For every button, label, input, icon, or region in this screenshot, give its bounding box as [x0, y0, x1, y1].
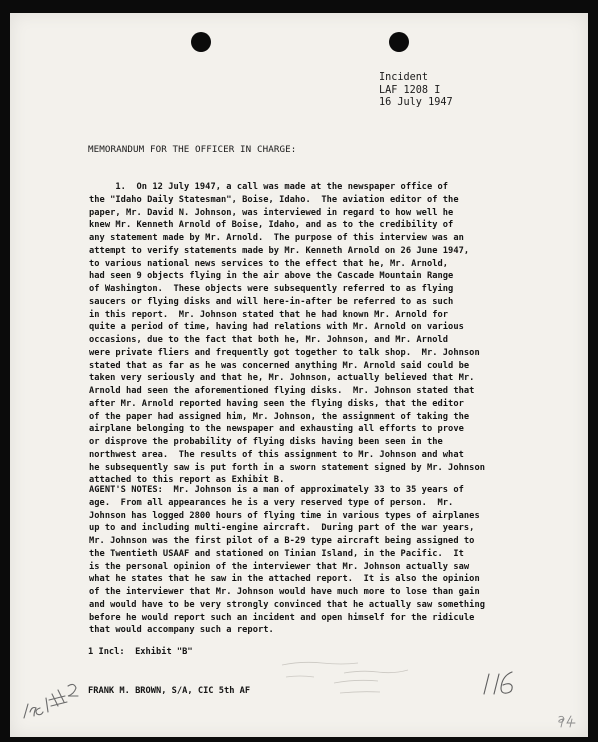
punch-hole-right — [389, 32, 409, 52]
agents-notes-paragraph — [89, 484, 565, 637]
incident-number: LAF 1208 I — [379, 84, 441, 96]
text-line: airplane belonging to the newspaper and exhausting all efforts to prove — [89, 424, 464, 435]
text-line: of Washington. These objects were subsequently referred to as flying — [89, 284, 454, 294]
text-line: age. From all appearances he is a very reserved type of person. Mr. — [89, 497, 454, 508]
incident-date: 16 July 1947 — [379, 97, 453, 109]
text-line: up to and including multi-engine aircraft. During part of the war years, — [89, 523, 475, 534]
text-line: he subsequently saw is put forth in a sworn statement signed by Mr. Johnson — [89, 462, 486, 473]
text-line: quite a period of time, having had relations with Mr. Arnold on various — [89, 322, 464, 333]
incident-header — [379, 72, 453, 110]
memo-title: MEMORANDUM FOR THE OFFICER IN CHARGE: — [88, 144, 297, 155]
faint-stamp-marks — [274, 647, 424, 707]
text-line: in this report. Mr. Johnson stated that he had known Mr. Arnold for — [89, 309, 449, 320]
signature-line: FRANK M. BROWN, S/A, CIC 5th AF — [88, 686, 251, 696]
text-line: occasions, due to the fact that both he, Mr. Johnson, and Mr. Arnold — [89, 335, 449, 345]
punch-hole-left — [191, 32, 211, 52]
text-line: what he states that he saw in the attached report. It is also the opinion — [89, 574, 480, 585]
text-line: attached to this report as Exhibit B. — [89, 475, 285, 486]
paragraph-1 — [89, 181, 565, 487]
handwritten-116 — [478, 666, 520, 700]
text-line: to various national news services to the effect that he, Mr. Arnold, — [89, 258, 449, 269]
text-line: stated that as far as he was concerned anything Mr. Arnold said could be — [89, 360, 470, 371]
text-line: AGENT'S NOTES: Mr. Johnson is a man of approximately 33 to 35 years of — [89, 485, 464, 495]
text-line: saucers or flying disks and will here-in-after be referred to as such — [89, 296, 454, 307]
text-line: Mr. Johnson was the first pilot of a B-29 type aircraft being assigned to — [89, 536, 475, 546]
text-line: were private fliers and frequently got together to talk shop. Mr. Johnson — [89, 347, 480, 358]
text-line: and would have to be very strongly convinced that he actually saw something — [89, 599, 486, 610]
text-line: of the interviewer that Mr. Johnson would have much more to lose than gain — [89, 587, 480, 597]
text-line: 1. On 12 July 1947, a call was made at the newspaper office of — [89, 182, 449, 192]
text-line: before he would report such an incident and open himself for the ridicule — [89, 612, 475, 623]
text-line: the Twentieth USAAF and stationed on Tinian Island, in the Pacific. It — [89, 548, 464, 559]
text-line: knew Mr. Kenneth Arnold of Boise, Idaho, and as to the credibility of — [89, 220, 454, 231]
text-line: of the paper had assigned him, Mr. Johnson, the assignment of taking the — [89, 411, 470, 422]
text-line: Johnson has logged 2800 hours of flying time in various types of airplanes — [89, 510, 480, 521]
text-line: or disprove the probability of flying disks having been seen in the — [89, 437, 443, 447]
text-line: taken very seriously and that he, Mr. Johnson, actually believed that Mr. — [89, 373, 475, 384]
text-line: that would accompany such a report. — [89, 625, 274, 636]
text-line: is the personal opinion of the interviewer that Mr. Johnson actually saw — [89, 561, 470, 572]
text-line: the "Idaho Daily Statesman", Boise, Idaho. The aviation editor of the — [89, 194, 459, 205]
page-number-mark — [556, 714, 578, 728]
text-line: northwest area. The results of this assignment to Mr. Johnson and what — [89, 449, 464, 460]
inclosure-line: 1 Incl: Exhibit "B" — [88, 647, 193, 657]
text-line: attempt to verify statements made by Mr. Kenneth Arnold on 26 June 1947, — [89, 245, 470, 256]
incident-label: Incident — [379, 72, 429, 83]
text-line: Arnold had seen the aforementioned flying disks. Mr. Johnson stated that — [89, 386, 475, 396]
handwritten-incl-note — [14, 668, 84, 724]
text-line: after Mr. Arnold reported having seen the flying disks, that the editor — [89, 398, 464, 409]
text-line: paper, Mr. David N. Johnson, was interviewed in regard to how well he — [89, 207, 454, 218]
text-line: had seen 9 objects flying in the air above the Cascade Mountain Range — [89, 271, 454, 282]
text-line: any statement made by Mr. Arnold. The purpose of this interview was an — [89, 233, 464, 243]
